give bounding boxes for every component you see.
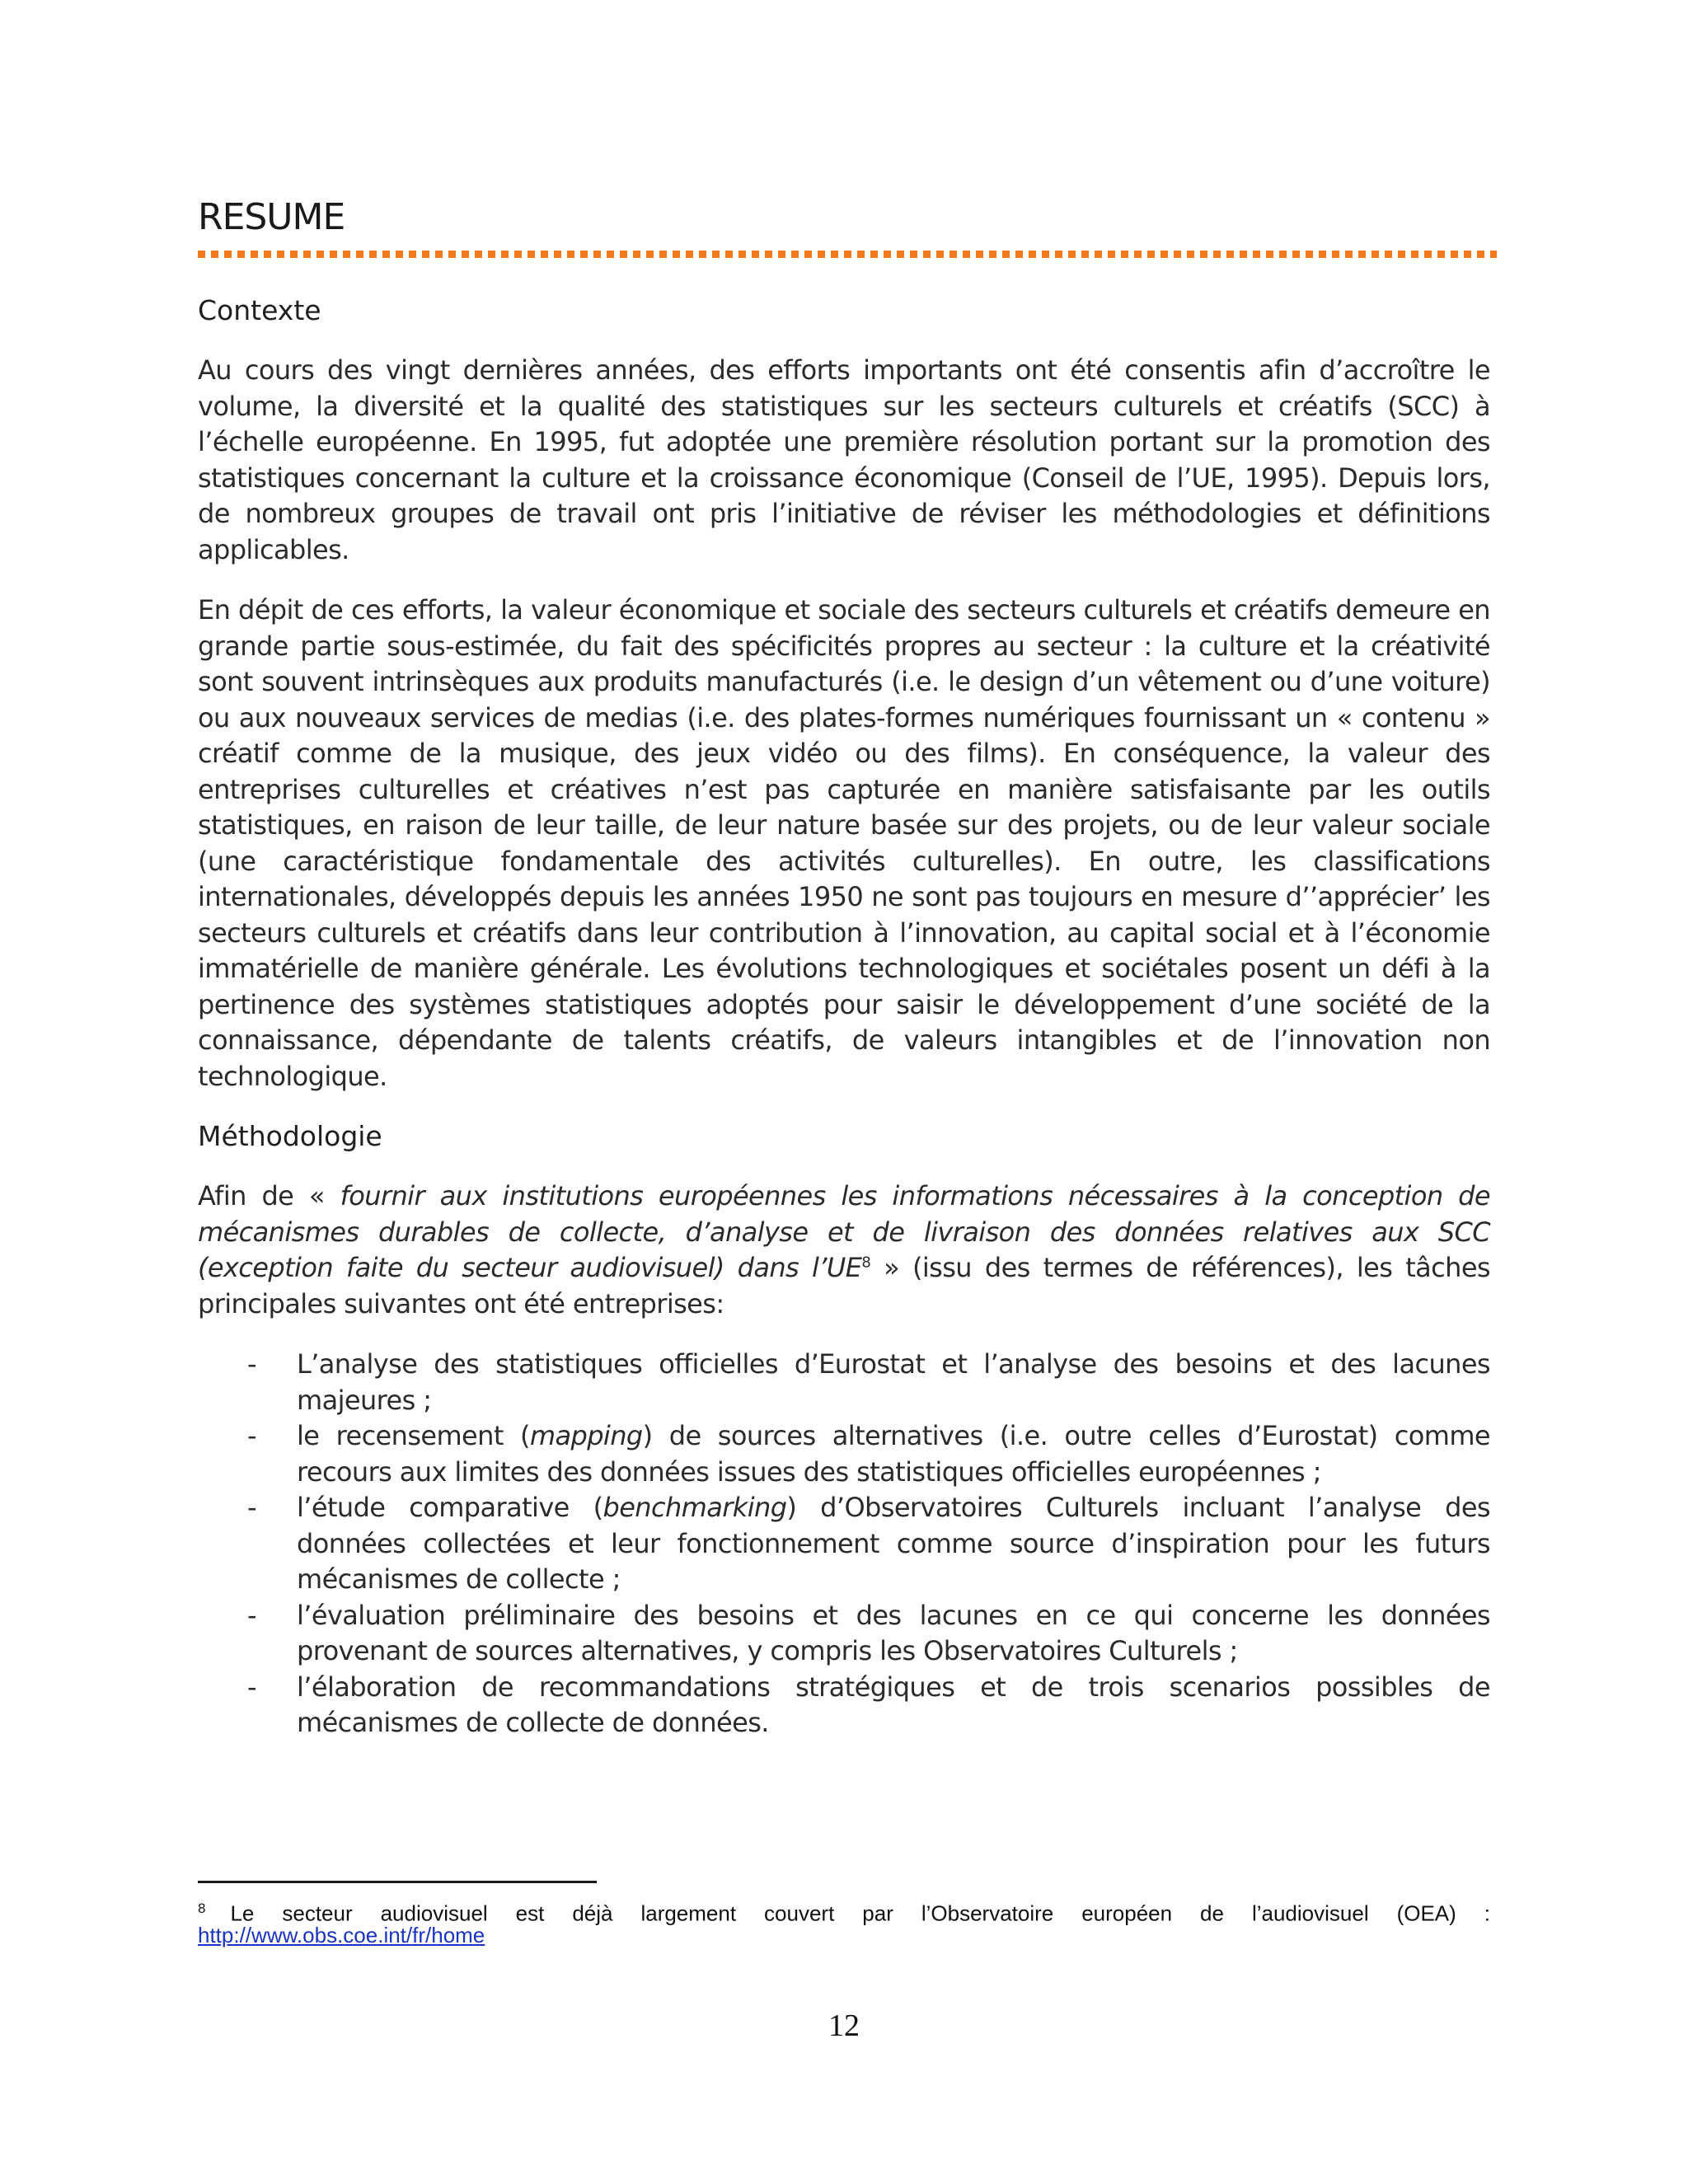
- list-item-text: L’analyse des statistiques officielles d’Eurostat et l’analyse des besoins et des lacunes majeures ;: [297, 1348, 1490, 1416]
- list-item-italic: mapping: [529, 1420, 643, 1451]
- list-item: [198, 1670, 1490, 1741]
- contexte-paragraph-1: Au cours des vingt dernières années, des efforts importants ont été consentis afin d’accroître le volume, la diversité et la qualité des statistiques sur les secteurs culturels et créatifs (SCC) à l’échelle européenne. En 1995, fut adoptée une première résolution portant sur la promotion des statistiques concernant la culture et la croissance économique (Conseil de l’UE, 1995). Depuis lors, de nombreux groupes de travail ont pris l’initiative de réviser les méthodologies et définitions applicables.: [198, 354, 1490, 565]
- section-heading: RESUME: [198, 196, 345, 238]
- dash-bullet-icon: -: [247, 1492, 256, 1523]
- dash-bullet-icon: -: [247, 1671, 256, 1703]
- dash-bullet-icon: -: [247, 1420, 256, 1451]
- list-item: [198, 1598, 1490, 1670]
- main-content: [198, 288, 1490, 1741]
- footnote-number: 8: [198, 1900, 206, 1916]
- list-item-text: le recensement (: [297, 1420, 530, 1451]
- dash-bullet-icon: -: [247, 1599, 256, 1631]
- heading-dotted-divider: [198, 251, 1497, 258]
- list-item-text: ) d’Observatoires Culturels incluant l’analyse des données collectées et leur fonctionnement comme source d’inspiration pour les futurs mécanismes de collecte ;: [297, 1492, 1490, 1595]
- list-item: [198, 1347, 1490, 1418]
- contexte-title: Contexte: [198, 294, 321, 326]
- footnote-separator: [198, 1881, 597, 1883]
- contexte-paragraph-2: En dépit de ces efforts, la valeur économique et sociale des secteurs culturels et créatifs demeure en grande partie sous-estimée, du fait des spécificités propres au secteur : la culture et la créativité sont souvent intrinsèques aux produits manufacturés (i.e. le design d’un vêtement ou d’une voiture) ou aux nouveaux services de medias (i.e. des plates-formes numériques fournissant un « contenu » créatif comme de la musique, des jeux vidéo ou des films). En conséquence, la valeur des entreprises culturelles et créatives n’est pas capturée en manière satisfaisante par les outils statistiques, en raison de leur taille, de leur nature basée sur des projets, ou de leur valeur sociale (une caractéristique fondamentale des activités culturelles). En outre, les classifications internationales, développés depuis les années 1950 ne sont pas toujours en mesure d’’apprécier’ les secteurs culturels et créatifs dans leur contribution à l’innovation, au capital social et à l’économie immatérielle de manière générale. Les évolutions technologiques et sociétales posent un défi à la pertinence des systèmes statistiques adoptés pour saisir le développement d’une société de la connaissance, dépendante de talents créatifs, de valeurs intangibles et de l’innovation non technologique.: [198, 594, 1490, 1092]
- page-number: 12: [828, 2008, 860, 2043]
- list-item: [198, 1490, 1490, 1598]
- task-list: [198, 1347, 1490, 1741]
- footnote-reference[interactable]: 8: [861, 1254, 871, 1272]
- list-item-text: l’étude comparative (: [297, 1492, 603, 1523]
- list-item-text: l’élaboration de recommandations stratégiques et de trois scenarios possibles de mécanismes de collecte de données.: [297, 1671, 1490, 1738]
- intro-prefix: Afin de «: [198, 1180, 340, 1212]
- methodologie-intro: [198, 1179, 1490, 1322]
- list-item-text: l’évaluation préliminaire des besoins et des lacunes en ce qui concerne les données provenant de sources alternatives, y compris les Observatoires Culturels ;: [297, 1599, 1490, 1666]
- methodologie-title: Méthodologie: [198, 1120, 382, 1152]
- footnote-text: Le secteur audiovisuel est déjà largement couvert par l’Observatoire européen de l’audiovisuel (OEA) :: [230, 1900, 1490, 1926]
- intro-quote: fournir aux institutions européennes les informations nécessaires à la conception de mécanismes durables de collecte, d’analyse et de livraison des données relatives aux SCC (exception faite du secteur audiovisuel) dans l’UE: [198, 1180, 1490, 1283]
- footnote-link[interactable]: http://www.obs.coe.int/fr/home: [198, 1923, 485, 1947]
- dash-bullet-icon: -: [247, 1348, 256, 1380]
- list-item-text: ) de sources alternatives (i.e. outre celles d’Eurostat) comme recours aux limites des données issues des statistiques officielles européennes ;: [297, 1420, 1490, 1488]
- list-item: [198, 1418, 1490, 1490]
- list-item-italic: benchmarking: [603, 1492, 787, 1523]
- intro-suffix: » (issu des termes de références), les tâches principales suivantes ont été entreprises:: [198, 1252, 1490, 1319]
